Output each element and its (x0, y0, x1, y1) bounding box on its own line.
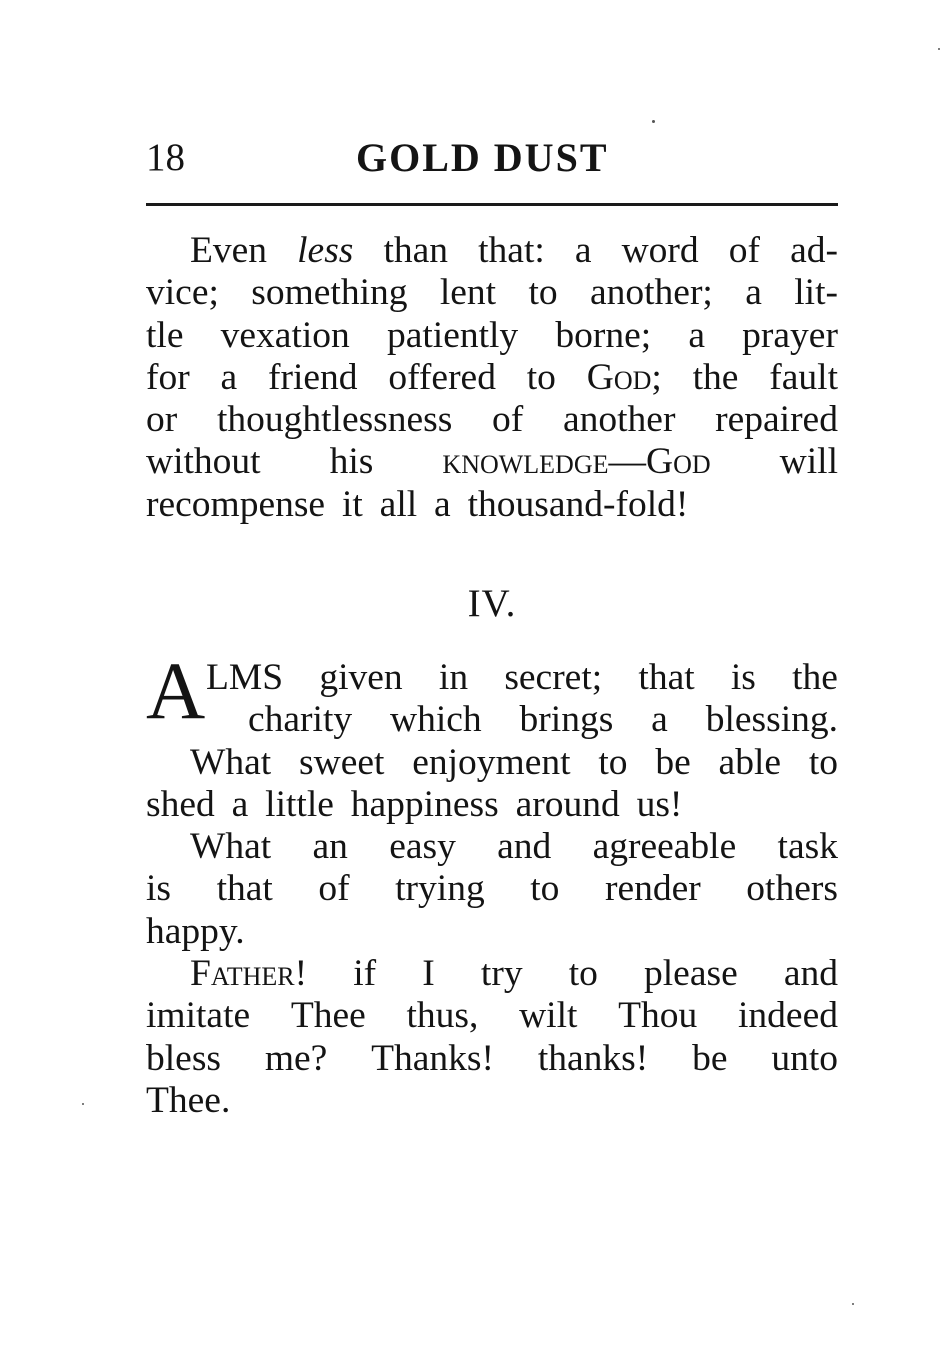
word: try (480, 953, 523, 995)
word: indeed (738, 995, 838, 1037)
text-line (146, 230, 838, 272)
word: What (190, 826, 272, 868)
word: to (568, 953, 598, 995)
word: repaired (715, 399, 838, 441)
word: enjoyment (412, 741, 571, 783)
word: will (779, 441, 838, 483)
word: of (318, 868, 350, 910)
word: Thee (290, 995, 366, 1037)
word: others (746, 868, 838, 910)
word: or (146, 399, 178, 441)
word: easy (389, 826, 456, 868)
word: to (526, 356, 556, 398)
word: thoughtlessness (216, 399, 453, 441)
word: a (434, 483, 451, 525)
text-line (146, 484, 838, 526)
word: for (146, 356, 190, 398)
word: Thanks! (371, 1037, 495, 1079)
small-caps-word: God; (586, 356, 662, 398)
word: able (718, 741, 782, 783)
word: Even (190, 230, 268, 271)
word: to (598, 741, 628, 783)
word: around (515, 783, 620, 825)
text-line (146, 784, 838, 826)
paragraph-even-less (146, 230, 838, 526)
word: thus, (406, 995, 479, 1037)
word: shed (146, 783, 215, 825)
word: a (688, 314, 705, 356)
word: to (808, 741, 838, 783)
word: prayer (742, 314, 838, 356)
word: another (562, 399, 676, 441)
word: that (216, 868, 273, 910)
word: charity (248, 699, 353, 741)
word: if (353, 953, 377, 995)
word: be (655, 741, 691, 783)
word: little (265, 783, 334, 825)
word: offered (388, 356, 496, 398)
word: friend (268, 356, 358, 398)
small-caps-word: knowledge—God (442, 441, 711, 483)
text-line (146, 357, 838, 399)
word: Thee. (146, 1079, 231, 1121)
scan-speck (652, 120, 655, 123)
word: ad- (790, 230, 838, 271)
text-line (146, 699, 838, 741)
word: fault (769, 356, 838, 398)
word: a (651, 699, 668, 741)
word: the (692, 356, 739, 398)
scan-speck (852, 1303, 854, 1305)
word: task (777, 826, 838, 868)
word: is (730, 657, 756, 698)
word: agreeable (592, 826, 737, 868)
section-heading: IV. (467, 582, 517, 625)
word: happiness (350, 783, 499, 825)
word: something (251, 272, 408, 314)
word: is (146, 868, 172, 910)
word: render (604, 868, 701, 910)
word: LMS (206, 657, 284, 698)
word: imitate (146, 995, 251, 1037)
word: without (146, 441, 261, 483)
page-number: 18 (146, 136, 185, 179)
text-line (146, 953, 838, 995)
word: it (341, 483, 363, 525)
text-line (146, 315, 838, 357)
header-rule (146, 203, 838, 206)
word: that: (478, 230, 545, 271)
text-line (146, 911, 838, 953)
word: a (574, 230, 592, 271)
word: and (783, 953, 838, 995)
word: vexation (220, 314, 350, 356)
word: blessing. (705, 699, 838, 741)
word: all (379, 483, 418, 525)
word: I (422, 953, 435, 995)
word: thousand-fold! (467, 483, 689, 525)
word: be (692, 1037, 728, 1079)
word: of (492, 399, 524, 441)
word: to (530, 868, 560, 910)
text-line (146, 1080, 838, 1122)
text-line (146, 1038, 838, 1080)
section-iv-text (146, 657, 838, 1122)
word: secret; (504, 657, 603, 698)
word: an (312, 826, 348, 868)
word: us! (636, 783, 683, 825)
word: a (220, 356, 238, 398)
word: happy. (146, 910, 245, 952)
word: of (728, 230, 760, 271)
word: in (438, 657, 469, 698)
word: Thou (618, 995, 698, 1037)
small-caps-word: Father! (190, 953, 308, 995)
text-line (146, 868, 838, 910)
word: which (390, 699, 482, 741)
word: vice; (146, 272, 219, 314)
running-title: GOLD DUST (356, 135, 609, 180)
word: please (644, 953, 738, 995)
drop-cap: A (146, 645, 206, 736)
word: wilt (519, 995, 578, 1037)
word: his (329, 441, 374, 483)
scan-speck (938, 48, 940, 50)
text-line (146, 826, 838, 868)
word: patiently (386, 314, 519, 356)
word: bless (146, 1037, 221, 1079)
word: borne; (555, 314, 652, 356)
word: sweet (299, 741, 385, 783)
word: tle (146, 314, 184, 356)
text-line (146, 272, 838, 314)
text-line (146, 441, 838, 483)
word: me? (264, 1037, 328, 1079)
word: given (319, 657, 403, 698)
word: a (745, 272, 762, 314)
word: that (638, 657, 695, 698)
italic-word: less (297, 230, 354, 271)
word: than (383, 230, 449, 271)
text-line (146, 995, 838, 1037)
word: lent (439, 272, 497, 314)
scan-speck (82, 1103, 84, 1105)
word: What (190, 741, 272, 783)
word: unto (771, 1037, 838, 1079)
word: lit- (794, 272, 838, 314)
text-line (146, 399, 838, 441)
word: brings (519, 699, 614, 741)
word: another; (589, 272, 713, 314)
word: to (528, 272, 558, 314)
word: thanks! (537, 1037, 649, 1079)
word: trying (395, 868, 485, 910)
word: a (231, 783, 249, 825)
text-line (146, 742, 838, 784)
word: recompense (146, 483, 326, 525)
word: word (621, 230, 699, 271)
text-line (146, 657, 838, 699)
word: the (792, 657, 838, 698)
word: and (497, 826, 552, 868)
